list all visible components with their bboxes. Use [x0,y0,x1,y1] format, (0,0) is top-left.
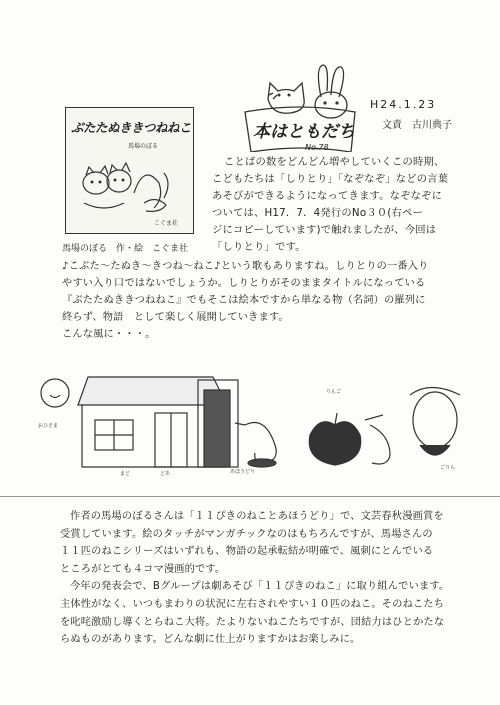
label-gorira: ごりら [440,465,456,471]
lower-line: １１匹のねこシリーズはいずれも、物語の起承転結が明確で、風刺にとんでいる [60,546,434,558]
section-divider [0,496,500,497]
intro-line: ジにコピーしています)で触れましたが、今回は [212,224,437,236]
lower-paragraph [60,508,449,649]
lower-line: ところがとても４コマ漫画的です。 [60,563,226,575]
shiritori-illustration [30,365,470,477]
body-line: こんな風に・・・。 [62,329,156,340]
book-cover-title: ぶたたぬききつねねこ [71,120,192,135]
body-paragraph [62,258,429,343]
label-ringo: りんご [326,389,342,395]
label-ahoudori: あほうどり [230,469,256,475]
lower-line: 作者の馬場のぼるさんは「１１ぴきのねことあほうどり」で、文芸春秋漫画賞を [70,511,444,522]
intro-line: あそびができるようになってきます。なぞなぞに [212,190,443,202]
body-line: ♪こぶた～たぬき～きつね～ねこ♪という歌もありますね。しりとりの一番入り [62,261,429,272]
lower-line: らぬものがあります。どんな劇に仕上がりますかはお楽しみに。 [60,634,361,646]
label-doa: どあ [160,471,171,477]
intro-line: ことばの数をどんどん増やしていくこの時期、 [224,156,445,168]
book-cover-illustration [74,153,186,215]
intro-line: 「しりとり」です。 [212,241,306,253]
issue-date: H24.1.23 [370,98,437,111]
intro-paragraph [212,154,448,256]
book-cover [65,107,194,234]
logo-text: 本はともだち [253,122,355,142]
lower-line: 今年の発表会で、Bグループは劇あそび「１１ぴきのねこ」に取り組んでいます。 [70,581,450,593]
intro-line: こどもたちは「しりとり」「なぞなぞ」などの言葉 [212,173,449,185]
body-line: やすい入り口ではないでしょうか。しりとりがそのままタイトルになっている [62,278,426,289]
book-cover-publisher: こぐま社 [154,220,179,227]
lower-line: を叱咤激励し導くとらねこ大将。たよりないねこたちですが、団結力はひとかたな [60,616,445,628]
lower-line: 受賞しています。絵のタッチがマンガチックなのはもちろんですが、馬場さんの [60,528,433,540]
body-line: 『ぶたたぬききつねねこ』でもそこは絵本ですから単なる物（名詞）の羅列に [62,295,426,306]
logo-issue: No.78 [305,143,329,152]
newsletter-logo [243,57,363,152]
intro-line: ついては、H17．7．4発行のNo３０(右ペー [212,207,424,219]
book-caption: 馬場のぼる 作・絵 こぐま社 [62,244,189,254]
lower-line: 主体性がなく、いつもまわりの状況に左右されやすい１０匹のねこ。そのねこたち [60,598,445,610]
label-mado: まど [120,471,131,477]
book-cover-author: 馬場のぼる [128,143,159,150]
author-line: 文責 古川典子 [382,120,452,131]
label-ohisama: おひさま [38,423,59,429]
sun-face [41,379,69,407]
body-line: 終らず、物語 として楽しく展開していきます。 [62,312,289,323]
